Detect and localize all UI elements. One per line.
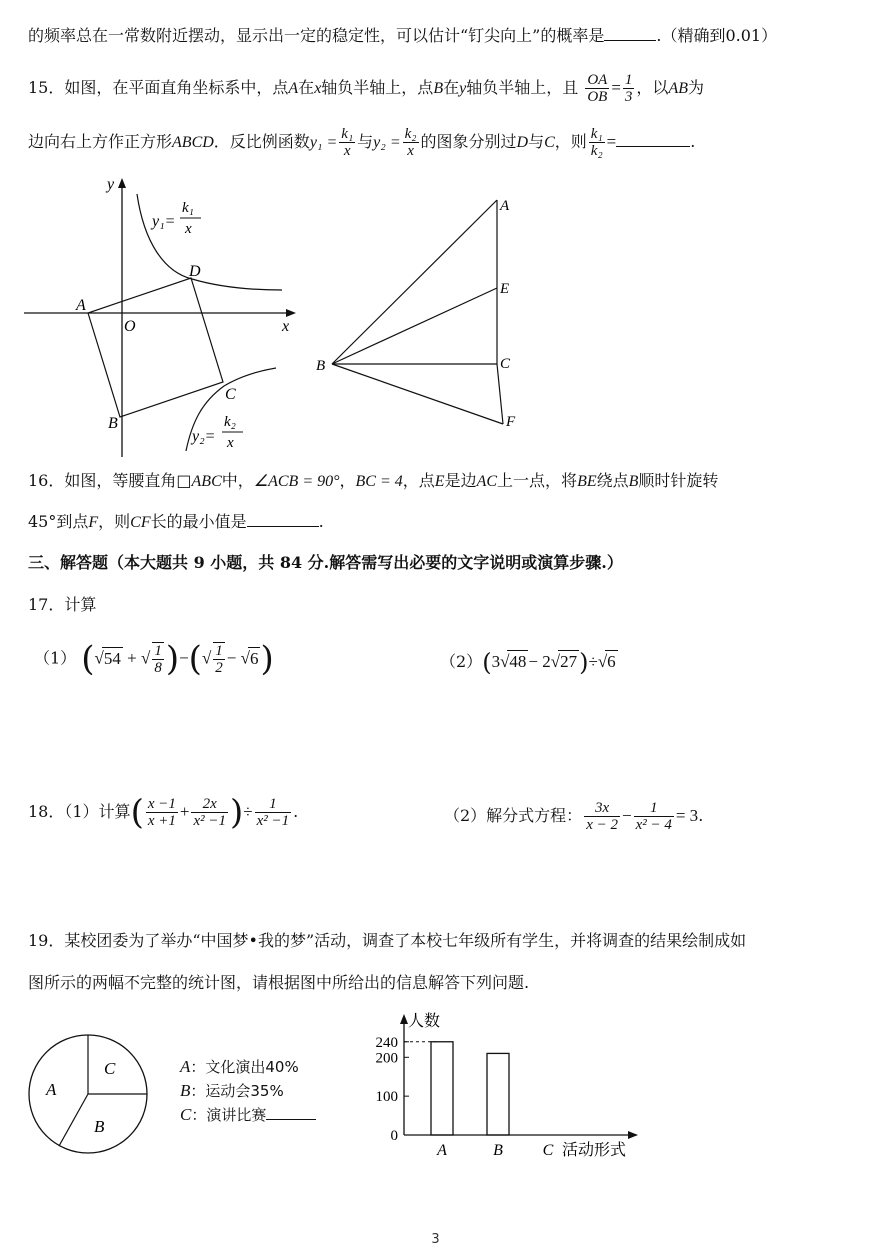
fig15-y-label: y	[107, 176, 115, 193]
q14-tail: 的频率总在一常数附近摆动，显示出一定的稳定性，可以估计“钉尖向上”的概率是 .（精确到0.01）	[28, 26, 778, 45]
q18-part1: 18．（1）计算( $\frac{x -1}{x +1}$ + $\frac{2x}{\text{x² −1}}$ )÷ $\frac{1}{\text{x² −1}}$ .	[28, 792, 299, 833]
fig15-point-c: C	[225, 386, 236, 403]
bar-y-axis-arrow	[400, 1014, 408, 1024]
fig16-point-f: F	[506, 414, 516, 430]
bar-category-b: B	[493, 1142, 503, 1159]
fig16-point-e: E	[500, 281, 510, 297]
bar-a	[431, 1042, 453, 1135]
q14-answer-blank[interactable]	[604, 24, 656, 41]
q19-line2: 图所示的两幅不完整的统计图，请根据图中所给出的信息解答下列问题.	[28, 973, 530, 992]
bar-category-a: A	[437, 1142, 447, 1159]
fig15-point-b: B	[108, 415, 118, 432]
fig15-origin-label: O	[124, 318, 136, 335]
q18-part2: （2）解分式方程： $\frac{3x}{x - 2}$ − $\frac{1}{\text{x² − 4}}$ = 3.	[444, 800, 704, 833]
bar-y-tick-label: 0	[390, 1128, 398, 1144]
pie-label-a: A	[46, 1080, 57, 1099]
segment-cf	[497, 364, 503, 424]
fig15-x-label: x	[282, 318, 290, 335]
bar-y-tick-label: 100	[375, 1089, 398, 1106]
bar-x-label: 活动形式	[562, 1142, 627, 1159]
segment-bf	[332, 364, 503, 424]
y-axis-arrow	[118, 178, 126, 188]
fig15-point-a: A	[76, 297, 86, 314]
bar-y-label: 人数	[408, 1013, 441, 1030]
pie-chart	[26, 1032, 150, 1156]
q17-part1: （1） (√54 + √ $\frac{1}{8}$ )−(√ $\frac{1}{2}$ − √6)	[34, 639, 274, 679]
q15-line2: 边向右上方作正方形ABCD．反比例函数y₁ = $\frac{\text{k₁}}{x}$ 与y₂ = $\frac{\text{k₂}}{x}$ 的图象分别过D与C，则 $\frac{\text{k₁}}{\text{k₂}}$ = .	[28, 126, 696, 159]
fig15-y1-eq: y₁=	[152, 213, 176, 230]
fig15-point-d: D	[189, 263, 201, 280]
q17-heading: 17．计算	[28, 595, 97, 614]
q17-part2: （2）(3√48 − 2√27)÷√6	[440, 648, 616, 677]
q16-answer-blank[interactable]	[247, 510, 319, 527]
curve-y1	[137, 194, 282, 290]
segment-ab	[332, 200, 497, 364]
x-axis-arrow	[286, 309, 296, 317]
legend-b: B：运动会35%	[180, 1081, 284, 1100]
fig15-coordinate-diagram	[24, 172, 314, 462]
pie-divider-b-a	[59, 1094, 88, 1146]
pie-label-c: C	[104, 1059, 116, 1078]
bar-y-tick-label: 200	[375, 1050, 398, 1067]
q15-k1-over-k2: $\frac{\text{k₁}}{\text{k₂}}$	[590, 126, 603, 159]
q16-line2: 45°到点F，则CF长的最小值是 .	[28, 512, 324, 531]
pie-label-b: B	[94, 1117, 105, 1136]
q15-line1: 15．如图，在平面直角坐标系中，点A在x轴负半轴上，点B在y轴负半轴上，且 $\frac{OA}{OB}$ = $\frac{1}{3}$ ，以AB为	[28, 72, 704, 105]
q15-ratio: $\frac{OA}{OB}$	[587, 72, 608, 105]
legend-c: C：演讲比赛	[180, 1104, 316, 1125]
q19-line1: 19．某校团委为了举办“中国梦•我的梦”活动，调查了本校七年级所有学生，并将调查的结果绘制成如	[28, 931, 747, 950]
fig15-y2-x: x	[227, 435, 234, 451]
bar-x-axis-arrow	[628, 1131, 638, 1139]
fig15-y1-k1: k₁	[182, 200, 194, 216]
fig15-y1-x: x	[185, 221, 192, 237]
square-abcd	[88, 278, 223, 417]
fig15-y2-eq: y₂=	[192, 428, 216, 445]
fig16-point-a: A	[500, 198, 510, 214]
q16-line1: 16．如图，等腰直角□ABC中，∠ACB = 90°，BC = 4，点E是边AC上一点，将BE绕点B顺时针旋转	[28, 471, 719, 490]
bar-y-tick-label: 240	[375, 1034, 398, 1051]
q15-answer-blank[interactable]	[616, 130, 690, 147]
page-number: 3	[431, 1232, 440, 1247]
fig16-point-c: C	[500, 356, 511, 372]
bar-b	[487, 1053, 509, 1135]
fig16-point-b: B	[316, 358, 326, 374]
bar-category-c: C	[542, 1142, 554, 1159]
q15-k2-over-x: $\frac{\text{k₂}}{x}$	[404, 126, 417, 159]
fig16-triangle-diagram	[310, 190, 540, 440]
legend-a: A：文化演出40%	[180, 1057, 299, 1076]
q15-k1-over-x: $\frac{\text{k₁}}{x}$	[341, 126, 354, 159]
q15-one-third: $\frac{1}{3}$	[624, 72, 633, 105]
legend-c-blank[interactable]	[266, 1105, 316, 1120]
fig15-y2-k2: k₂	[224, 414, 236, 430]
segment-be	[332, 288, 497, 364]
section3-title: 三、解答题（本大题共 9 小题，共 84 分.解答需写出必要的文字说明或演算步骤.）	[28, 553, 623, 572]
bar-chart	[360, 1008, 650, 1160]
